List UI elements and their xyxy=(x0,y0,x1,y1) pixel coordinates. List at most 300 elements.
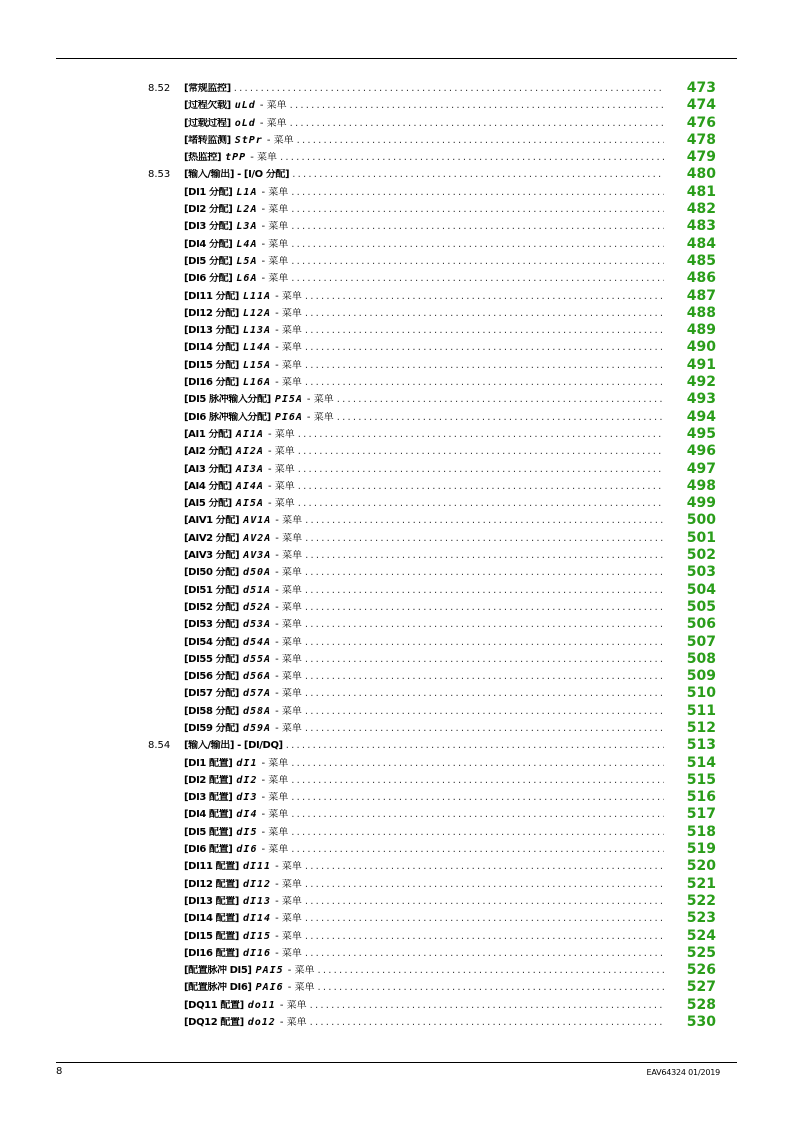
toc-entry[interactable] xyxy=(0,702,793,719)
parameter-code: AI1A xyxy=(235,428,264,440)
toc-entry[interactable] xyxy=(0,287,793,304)
dot-leader xyxy=(292,169,664,181)
parameter-code: L16A xyxy=(242,377,272,389)
entry-title: [DI12 分配] xyxy=(184,307,239,319)
page-link[interactable]: 501 xyxy=(686,529,716,546)
toc-entry[interactable] xyxy=(0,754,793,771)
dot-leader xyxy=(291,792,664,804)
dot-leader xyxy=(234,83,664,95)
section-number: 8.52 xyxy=(148,83,171,94)
page-link[interactable]: 522 xyxy=(686,892,716,909)
entry-title: [DI50 分配] xyxy=(184,567,239,579)
toc-entry[interactable] xyxy=(0,252,793,269)
dot-leader xyxy=(291,204,664,216)
entry-title: [DI11 分配] xyxy=(184,290,239,302)
toc-entry-text xyxy=(184,619,664,631)
menu-suffix: - 菜单 xyxy=(275,861,302,873)
toc-entry[interactable] xyxy=(0,546,793,563)
entry-title: [AI3 分配] xyxy=(184,463,232,475)
toc-entry-text xyxy=(184,446,664,458)
menu-suffix: - 菜单 xyxy=(261,255,289,267)
dot-leader xyxy=(291,809,664,821)
toc-entry[interactable] xyxy=(0,390,793,407)
toc-entry[interactable] xyxy=(0,338,793,355)
entry-title: [DI6 分配] xyxy=(184,273,233,285)
page-link[interactable]: 493 xyxy=(686,391,716,408)
toc-entry-text xyxy=(184,221,664,233)
entry-title: [DI6 脉冲输入分配] xyxy=(184,411,271,423)
parameter-code: L2A xyxy=(236,204,258,216)
toc-entry-text xyxy=(184,585,664,597)
page-link[interactable]: 518 xyxy=(686,823,716,840)
entry-title: [输入/输出] - [I/O 分配] xyxy=(184,169,290,181)
entry-title: [DI5 配置] xyxy=(184,826,233,838)
menu-suffix: - 菜单 xyxy=(261,792,289,804)
menu-suffix: - 菜单 xyxy=(261,221,289,233)
toc-entry[interactable] xyxy=(0,1013,793,1030)
toc-entry[interactable] xyxy=(0,321,793,338)
toc-entry-text xyxy=(184,429,664,441)
page-link[interactable]: 489 xyxy=(686,322,716,339)
dot-leader xyxy=(318,965,665,977)
parameter-code: d50A xyxy=(242,567,272,579)
entry-title: [DI58 分配] xyxy=(184,705,239,717)
parameter-code: tPP xyxy=(225,152,247,164)
dot-leader xyxy=(291,273,664,285)
toc-entry[interactable] xyxy=(0,235,793,252)
menu-suffix: - 菜单 xyxy=(261,757,289,769)
toc-entry[interactable] xyxy=(0,511,793,528)
page-link[interactable]: 508 xyxy=(686,650,716,667)
toc-entry[interactable] xyxy=(0,200,793,217)
toc-entry[interactable] xyxy=(0,494,793,511)
page-link[interactable]: 487 xyxy=(686,287,716,304)
page-link[interactable]: 495 xyxy=(686,425,716,442)
page-link[interactable]: 512 xyxy=(686,719,716,736)
toc-entry[interactable] xyxy=(0,684,793,701)
page-link[interactable]: 476 xyxy=(686,114,716,131)
toc-entry-text xyxy=(184,377,664,389)
menu-suffix: - 菜单 xyxy=(275,377,302,389)
toc-entry-text xyxy=(184,204,664,216)
entry-title: [DI56 分配] xyxy=(184,671,239,683)
toc-entry-text xyxy=(184,152,664,164)
toc-entry-text xyxy=(184,896,664,908)
dot-leader xyxy=(305,931,664,943)
page-link[interactable]: 509 xyxy=(686,668,716,685)
menu-suffix: - 菜单 xyxy=(279,999,307,1011)
toc-entry[interactable] xyxy=(0,875,793,892)
dot-leader xyxy=(305,706,664,718)
parameter-code: d59A xyxy=(242,722,272,734)
entry-title: [DQ12 配置] xyxy=(184,1017,244,1029)
toc-entry[interactable] xyxy=(0,996,793,1013)
page-link[interactable]: 507 xyxy=(686,633,716,650)
entry-title: [DI5 分配] xyxy=(184,255,233,267)
toc-entry-text xyxy=(184,775,664,787)
page-link[interactable]: 523 xyxy=(686,910,716,927)
toc-entry-text xyxy=(184,464,664,476)
parameter-code: PAI6 xyxy=(255,982,284,994)
page-link[interactable]: 517 xyxy=(686,806,716,823)
toc-entry-text xyxy=(184,291,664,303)
toc-entry[interactable] xyxy=(0,183,793,200)
menu-suffix: - 菜单 xyxy=(275,515,303,527)
menu-suffix: - 菜单 xyxy=(279,1017,307,1029)
page-link[interactable]: 486 xyxy=(686,270,716,287)
entry-title: [DI57 分配] xyxy=(184,688,239,700)
parameter-code: d56A xyxy=(242,671,272,683)
parameter-code: dI15 xyxy=(242,930,272,942)
parameter-code: L6A xyxy=(236,273,258,285)
parameter-code: dI6 xyxy=(236,844,258,856)
toc-entry[interactable] xyxy=(0,788,793,805)
page-link[interactable]: 474 xyxy=(686,97,716,114)
toc-entry[interactable] xyxy=(0,356,793,373)
menu-suffix: - 菜单 xyxy=(275,930,302,942)
parameter-code: L11A xyxy=(242,290,272,302)
dot-leader xyxy=(298,429,664,441)
toc-entry-text xyxy=(184,931,664,943)
dot-leader xyxy=(298,446,664,458)
toc-entry-text xyxy=(184,567,664,579)
parameter-code: oLd xyxy=(234,117,256,129)
entry-title: [AI5 分配] xyxy=(184,498,232,510)
parameter-code: AI2A xyxy=(235,446,264,458)
toc-entry-text xyxy=(184,809,664,821)
menu-suffix: - 菜单 xyxy=(275,688,302,700)
toc-entry[interactable] xyxy=(0,650,793,667)
toc-entry[interactable] xyxy=(0,425,793,442)
page-link[interactable]: 526 xyxy=(686,962,716,979)
page-link[interactable]: 514 xyxy=(686,754,716,771)
parameter-code: AI4A xyxy=(235,480,264,492)
toc-entry-text xyxy=(184,1000,664,1012)
menu-suffix: - 菜单 xyxy=(275,584,302,596)
menu-suffix: - 菜单 xyxy=(275,532,303,544)
toc-entry-text xyxy=(184,827,664,839)
page-link[interactable]: 498 xyxy=(686,477,716,494)
page-link[interactable]: 504 xyxy=(686,581,716,598)
menu-suffix: - 菜单 xyxy=(266,134,294,146)
toc-entry-text xyxy=(184,342,664,354)
page-link[interactable]: 513 xyxy=(686,737,716,754)
menu-suffix: - 菜单 xyxy=(261,186,289,198)
toc-entry-text xyxy=(184,792,664,804)
parameter-code: AV3A xyxy=(243,550,272,562)
entry-title: [输入/输出] - [DI/DQ] xyxy=(184,740,283,752)
toc-entry[interactable] xyxy=(0,165,793,182)
parameter-code: d52A xyxy=(242,601,272,613)
toc-entry[interactable] xyxy=(0,805,793,822)
toc-entry[interactable] xyxy=(0,563,793,580)
page-link[interactable]: 519 xyxy=(686,841,716,858)
dot-leader xyxy=(305,671,664,683)
toc-entry[interactable] xyxy=(0,148,793,165)
parameter-code: L4A xyxy=(236,238,258,250)
toc-entry-text xyxy=(184,118,664,130)
parameter-code: AV2A xyxy=(243,532,272,544)
toc-entry[interactable] xyxy=(0,978,793,995)
parameter-code: dI11 xyxy=(242,861,272,873)
parameter-code: d58A xyxy=(242,705,272,717)
parameter-code: StPr xyxy=(234,134,263,146)
menu-suffix: - 菜单 xyxy=(267,480,295,492)
entry-title: [DI13 分配] xyxy=(184,325,239,337)
page-link[interactable]: 505 xyxy=(686,598,716,615)
dot-leader xyxy=(280,152,664,164)
parameter-code: d54A xyxy=(242,636,272,648)
menu-suffix: - 菜单 xyxy=(259,117,287,129)
menu-suffix: - 菜单 xyxy=(267,428,295,440)
entry-title: [DI1 配置] xyxy=(184,757,233,769)
dot-leader xyxy=(305,654,664,666)
document-reference: EAV64324 01/2019 xyxy=(646,1068,720,1077)
dot-leader xyxy=(305,602,664,614)
toc-entry-text xyxy=(184,982,664,994)
toc-entry-text xyxy=(184,1017,664,1029)
menu-suffix: - 菜单 xyxy=(261,844,289,856)
entry-title: [DI5 脉冲输入分配] xyxy=(184,394,271,406)
page-link[interactable]: 478 xyxy=(686,131,716,148)
dot-leader xyxy=(298,498,664,510)
entry-title: [AI1 分配] xyxy=(184,428,232,440)
menu-suffix: - 菜单 xyxy=(275,342,302,354)
toc-entry[interactable] xyxy=(0,96,793,113)
toc-entry[interactable] xyxy=(0,927,793,944)
parameter-code: do11 xyxy=(247,999,276,1011)
dot-leader xyxy=(291,239,664,251)
toc-entry-text xyxy=(184,879,664,891)
toc-entry-text xyxy=(184,273,664,285)
toc-entry[interactable] xyxy=(0,840,793,857)
dot-leader xyxy=(305,360,664,372)
parameter-code: dI12 xyxy=(242,878,272,890)
menu-suffix: - 菜单 xyxy=(275,947,302,959)
toc-entry-text xyxy=(184,758,664,770)
page-link[interactable]: 479 xyxy=(686,149,716,166)
page-link[interactable]: 497 xyxy=(686,460,716,477)
entry-title: [AI2 分配] xyxy=(184,446,232,458)
entry-title: [DI15 分配] xyxy=(184,359,239,371)
toc-entry-text xyxy=(184,602,664,614)
menu-suffix: - 菜单 xyxy=(275,325,302,337)
dot-leader xyxy=(298,464,664,476)
toc-entry-text xyxy=(184,533,664,545)
dot-leader xyxy=(305,896,664,908)
menu-suffix: - 菜单 xyxy=(267,463,295,475)
toc-entry[interactable] xyxy=(0,408,793,425)
dot-leader xyxy=(291,221,664,233)
entry-title: [DI2 配置] xyxy=(184,774,233,786)
toc-entry[interactable] xyxy=(0,771,793,788)
entry-title: [DI54 分配] xyxy=(184,636,239,648)
menu-suffix: - 菜单 xyxy=(261,204,289,216)
dot-leader xyxy=(297,135,664,147)
entry-title: [DI4 分配] xyxy=(184,238,233,250)
page-link[interactable]: 481 xyxy=(686,183,716,200)
dot-leader xyxy=(290,100,664,112)
table-of-contents xyxy=(0,79,793,1030)
parameter-code: L15A xyxy=(242,359,272,371)
toc-entry[interactable] xyxy=(0,131,793,148)
toc-entry[interactable] xyxy=(0,892,793,909)
entry-title: [配置脉冲 DI5] xyxy=(184,965,252,977)
entry-title: [DI1 分配] xyxy=(184,186,233,198)
entry-title: [DI16 配置] xyxy=(184,947,239,959)
parameter-code: AV1A xyxy=(243,515,272,527)
page-link[interactable]: 482 xyxy=(686,201,716,218)
parameter-code: PI6A xyxy=(274,411,303,423)
entry-title: [DI11 配置] xyxy=(184,861,239,873)
toc-entry-text xyxy=(184,498,664,510)
page-link[interactable]: 484 xyxy=(686,235,716,252)
dot-leader xyxy=(305,515,664,527)
parameter-code: dI3 xyxy=(236,792,258,804)
toc-entry[interactable] xyxy=(0,114,793,131)
toc-entry-text xyxy=(184,723,664,735)
dot-leader xyxy=(291,758,664,770)
page-link[interactable]: 480 xyxy=(686,166,716,183)
toc-entry[interactable] xyxy=(0,944,793,961)
entry-title: [DI6 配置] xyxy=(184,844,233,856)
dot-leader xyxy=(337,412,664,424)
menu-suffix: - 菜单 xyxy=(275,878,302,890)
page-link[interactable]: 485 xyxy=(686,252,716,269)
menu-suffix: - 菜单 xyxy=(275,653,302,665)
toc-entry[interactable] xyxy=(0,719,793,736)
dot-leader xyxy=(305,533,664,545)
page-link[interactable]: 488 xyxy=(686,304,716,321)
page-link[interactable]: 492 xyxy=(686,374,716,391)
menu-suffix: - 菜单 xyxy=(261,809,289,821)
toc-entry-text xyxy=(184,394,664,406)
page-link[interactable]: 502 xyxy=(686,547,716,564)
section-number: 8.54 xyxy=(148,740,171,752)
page-link[interactable]: 524 xyxy=(686,927,716,944)
toc-entry[interactable] xyxy=(0,615,793,632)
menu-suffix: - 菜单 xyxy=(275,567,302,579)
dot-leader xyxy=(290,118,664,130)
entry-title: [DI15 配置] xyxy=(184,930,239,942)
page-link[interactable]: 521 xyxy=(686,875,716,892)
parameter-code: L1A xyxy=(236,186,258,198)
menu-suffix: - 菜单 xyxy=(267,446,295,458)
page-link[interactable]: 511 xyxy=(686,702,716,719)
page-link[interactable]: 490 xyxy=(686,339,716,356)
parameter-code: do12 xyxy=(247,1017,276,1029)
entry-title: [DI52 分配] xyxy=(184,601,239,613)
dot-leader xyxy=(291,844,664,856)
dot-leader xyxy=(305,948,664,960)
entry-title: [AIV2 分配] xyxy=(184,532,240,544)
page-link[interactable]: 510 xyxy=(686,685,716,702)
entry-title: [热监控] xyxy=(184,152,222,164)
toc-entry[interactable] xyxy=(0,581,793,598)
page-link[interactable]: 527 xyxy=(686,979,716,996)
menu-suffix: - 菜单 xyxy=(261,774,289,786)
entry-title: [DI12 配置] xyxy=(184,878,239,890)
toc-entry-text xyxy=(184,948,664,960)
toc-entry-text xyxy=(184,706,664,718)
menu-suffix: - 菜单 xyxy=(267,498,295,510)
parameter-code: L5A xyxy=(236,255,258,267)
toc-entry-text xyxy=(184,965,664,977)
toc-entry[interactable] xyxy=(0,823,793,840)
toc-entry[interactable] xyxy=(0,460,793,477)
toc-entry[interactable] xyxy=(0,373,793,390)
page-number: 8 xyxy=(56,1066,63,1077)
toc-entry-text xyxy=(184,550,664,562)
toc-entry[interactable] xyxy=(0,857,793,874)
page-link[interactable]: 503 xyxy=(686,564,716,581)
page-link[interactable]: 491 xyxy=(686,356,716,373)
parameter-code: L14A xyxy=(242,342,272,354)
toc-entry-text xyxy=(184,688,664,700)
entry-title: [DI16 分配] xyxy=(184,377,239,389)
dot-leader xyxy=(305,567,664,579)
page-link[interactable]: 494 xyxy=(686,408,716,425)
page-link[interactable]: 525 xyxy=(686,944,716,961)
section-number: 8.53 xyxy=(148,169,171,181)
page-link[interactable]: 496 xyxy=(686,443,716,460)
toc-entry-text xyxy=(184,239,664,251)
toc-entry[interactable] xyxy=(0,909,793,926)
page-link[interactable]: 516 xyxy=(686,789,716,806)
entry-title: [堵转监测] xyxy=(184,134,231,146)
parameter-code: d57A xyxy=(242,688,272,700)
page-link[interactable]: 528 xyxy=(686,996,716,1013)
page-link[interactable]: 483 xyxy=(686,218,716,235)
parameter-code: PI5A xyxy=(274,394,303,406)
toc-entry[interactable] xyxy=(0,667,793,684)
parameter-code: AI5A xyxy=(235,498,264,510)
toc-entry-text xyxy=(184,844,664,856)
entry-title: [DQ11 配置] xyxy=(184,999,244,1011)
toc-entry[interactable] xyxy=(0,598,793,615)
page-link[interactable]: 473 xyxy=(686,80,716,96)
entry-title: [DI14 配置] xyxy=(184,913,239,925)
page-link[interactable]: 506 xyxy=(686,616,716,633)
toc-entry[interactable] xyxy=(0,217,793,234)
page-link[interactable]: 499 xyxy=(686,495,716,512)
toc-entry[interactable] xyxy=(0,269,793,286)
toc-entry[interactable] xyxy=(0,529,793,546)
page-link[interactable]: 500 xyxy=(686,512,716,529)
page-link[interactable]: 530 xyxy=(686,1014,716,1031)
entry-title: [DI51 分配] xyxy=(184,584,239,596)
parameter-code: d51A xyxy=(242,584,272,596)
toc-entry[interactable] xyxy=(0,961,793,978)
toc-entry[interactable] xyxy=(0,633,793,650)
page-link[interactable]: 515 xyxy=(686,771,716,788)
dot-leader xyxy=(305,637,664,649)
toc-entry[interactable] xyxy=(0,477,793,494)
toc-entry[interactable] xyxy=(0,442,793,459)
toc-entry[interactable] xyxy=(0,79,793,96)
parameter-code: PAI5 xyxy=(255,965,284,977)
menu-suffix: - 菜单 xyxy=(287,965,315,977)
menu-suffix: - 菜单 xyxy=(275,307,302,319)
dot-leader xyxy=(305,585,664,597)
toc-entry-text xyxy=(184,671,664,683)
dot-leader xyxy=(310,1017,664,1029)
toc-entry[interactable] xyxy=(0,736,793,753)
toc-entry[interactable] xyxy=(0,304,793,321)
page-link[interactable]: 520 xyxy=(686,858,716,875)
menu-suffix: - 菜单 xyxy=(275,705,302,717)
dot-leader xyxy=(291,187,664,199)
